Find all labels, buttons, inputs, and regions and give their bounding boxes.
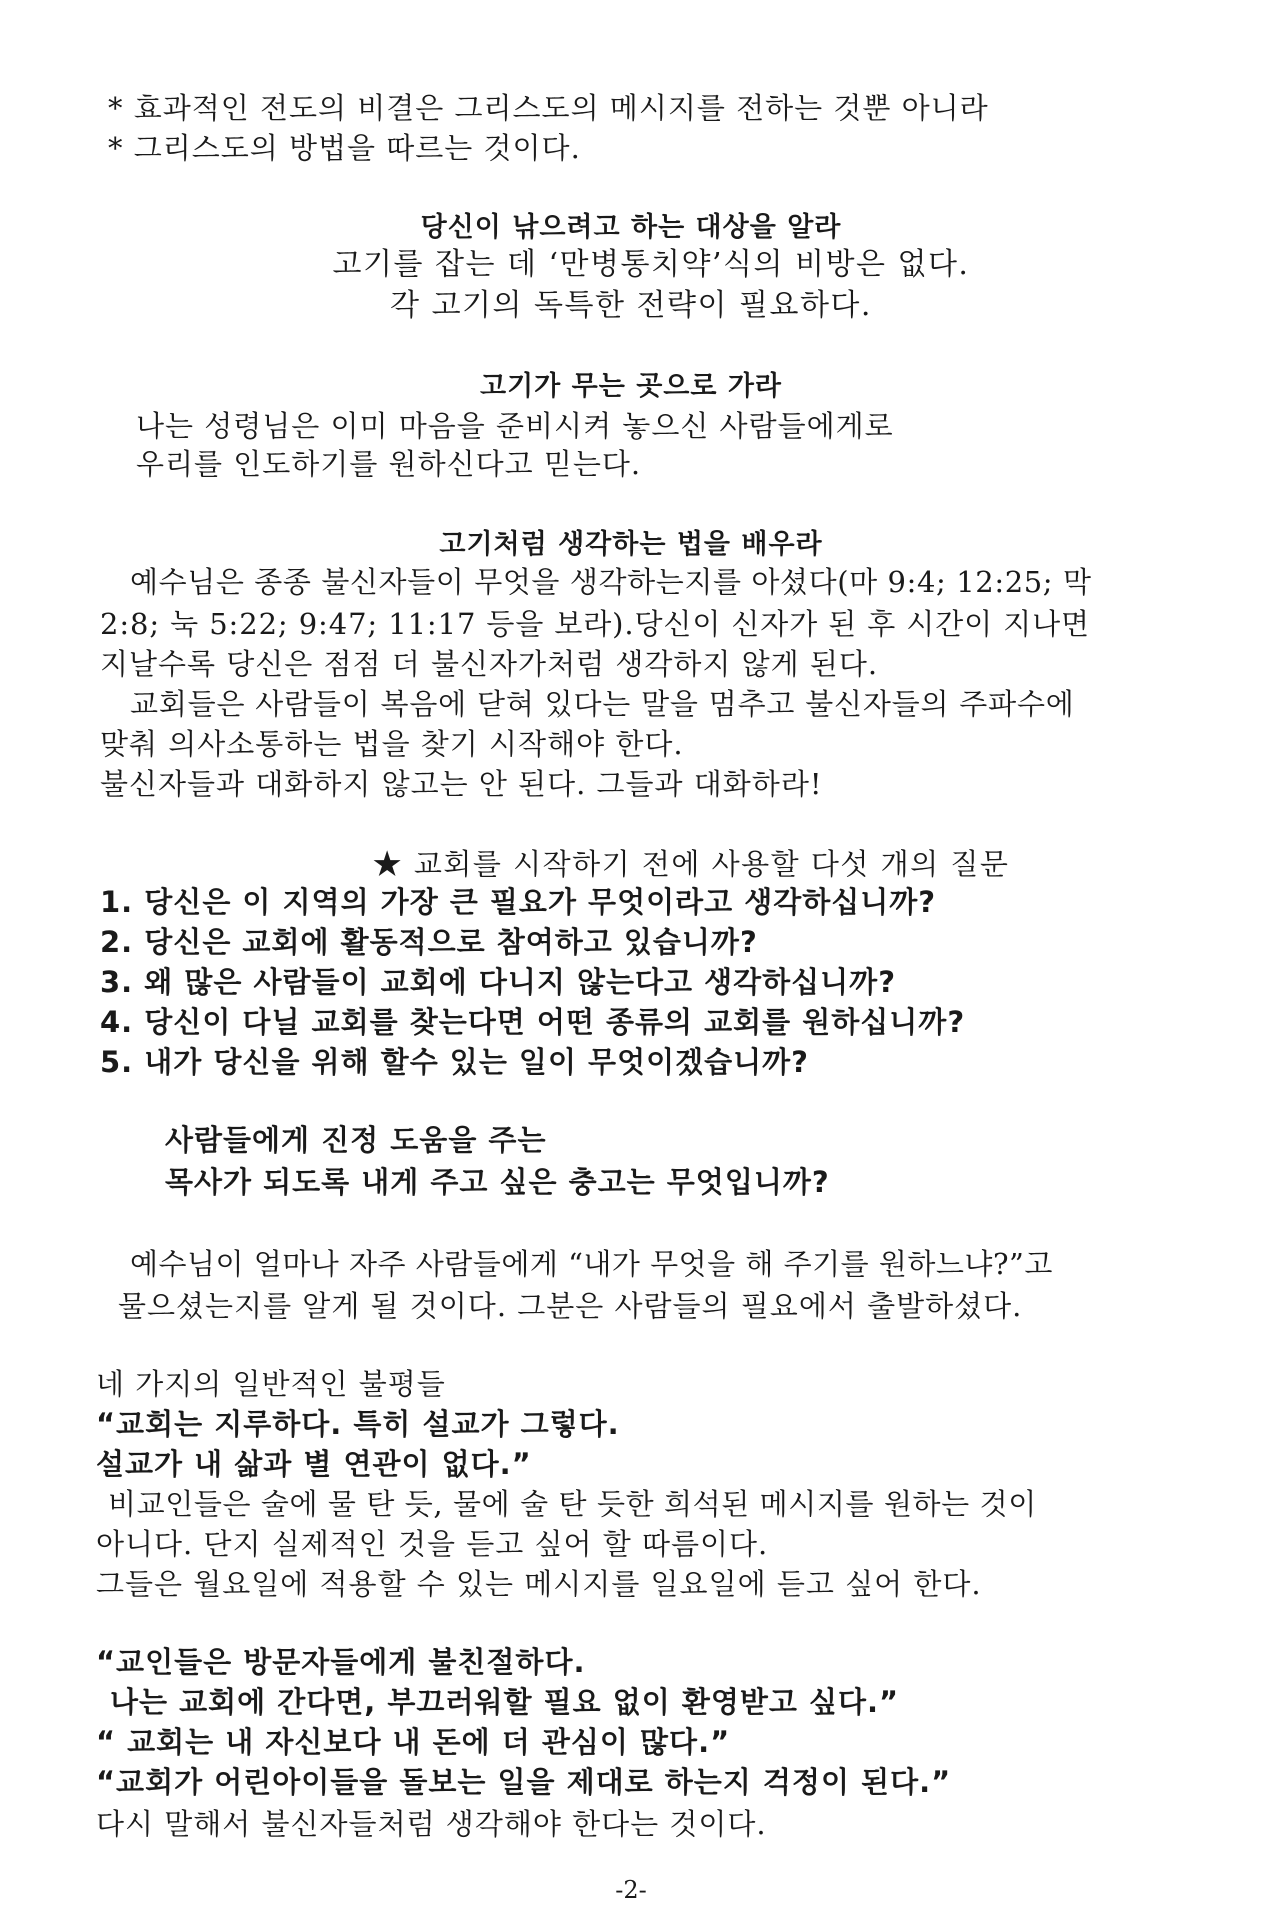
complaint-paragraph-line-3: 그들은 월요일에 적용할 수 있는 메시지를 일요일에 듣고 싶어 한다. <box>96 1567 982 1601</box>
intro-line-2: * 그리스도의 방법을 따르는 것이다. <box>108 131 581 165</box>
complaint-quote-2b: 나는 교회에 간다면, 부끄러워할 필요 없이 환영받고 싶다.” <box>110 1685 900 1719</box>
question-item-3: 3. 왜 많은 사람들이 교회에 다니지 않는다고 생각하십니까? <box>100 965 897 999</box>
question-item-4: 4. 당신이 다닐 교회를 찾는다면 어떤 종류의 교회를 원하십니까? <box>100 1005 966 1039</box>
complaint-quote-3: “ 교회는 내 자신보다 내 돈에 더 관심이 많다.” <box>96 1725 731 1759</box>
complaint-paragraph-line-2: 아니다. 단지 실제적인 것을 듣고 싶어 할 따름이다. <box>96 1527 769 1561</box>
question-extra-line-2: 목사가 되도록 내게 주고 싶은 충고는 무엇입니까? <box>165 1165 830 1199</box>
complaints-conclusion: 다시 말해서 불신자들처럼 생각해야 한다는 것이다. <box>96 1807 767 1841</box>
section-heading-go-where-fish-bite: 고기가 무는 곳으로 가라 <box>479 371 783 402</box>
section2-line-2: 우리를 인도하기를 원하신다고 믿는다. <box>136 447 642 481</box>
section3-line-5: 맞춰 의사소통하는 법을 찾기 시작해야 한다. <box>100 727 684 761</box>
complaint-quote-1b: 설교가 내 삶과 별 연관이 없다.” <box>96 1447 532 1481</box>
page-number: -2- <box>615 1876 647 1904</box>
section-heading-think-like-fish: 고기처럼 생각하는 법을 배우라 <box>439 529 823 560</box>
section3-line-3: 지날수록 당신은 점점 더 불신자가처럼 생각하지 않게 된다. <box>100 647 879 681</box>
section3-line-6: 불신자들과 대화하지 않고는 안 된다. 그들과 대화하라! <box>100 767 823 801</box>
question-item-2: 2. 당신은 교회에 활동적으로 참여하고 있습니까? <box>100 925 758 959</box>
section1-line-2: 각 고기의 독특한 전략이 필요하다. <box>390 288 872 323</box>
section-heading-know-target: 당신이 낚으려고 하는 대상을 알라 <box>420 212 842 243</box>
question-item-1: 1. 당신은 이 지역의 가장 큰 필요가 무엇이라고 생각하십니까? <box>100 885 937 919</box>
complaint-quote-2a: “교인들은 방문자들에게 불친절하다. <box>96 1645 586 1679</box>
section3-line-1: 예수님은 종종 불신자들이 무엇을 생각하는지를 아셨다(마 9:4; 12:25; 막 <box>130 565 1092 599</box>
complaint-quote-1a: “교회는 지루하다. 특히 설교가 그렇다. <box>96 1407 620 1441</box>
section1-line-1: 고기를 잡는 데 ‘만병통치약’식의 비방은 없다. <box>332 247 970 282</box>
section2-line-1: 나는 성령님은 이미 마음을 준비시켜 놓으신 사람들에게로 <box>136 409 894 443</box>
question-extra-line-1: 사람들에게 진정 도움을 주는 <box>165 1123 547 1157</box>
jesus-paragraph-line-2: 물으셨는지를 알게 될 것이다. 그분은 사람들의 필요에서 출발하셨다. <box>118 1289 1023 1323</box>
complaint-paragraph-line-1: 비교인들은 술에 물 탄 듯, 물에 술 탄 듯한 희석된 메시지를 원하는 것이 <box>108 1487 1037 1521</box>
jesus-paragraph-line-1: 예수님이 얼마나 자주 사람들에게 “내가 무엇을 해 주기를 원하느냐?”고 <box>130 1247 1053 1281</box>
intro-line-1: * 효과적인 전도의 비결은 그리스도의 메시지를 전하는 것뿐 아니라 <box>108 91 989 125</box>
complaints-heading: 네 가지의 일반적인 불평들 <box>96 1367 446 1401</box>
section3-line-4: 교회들은 사람들이 복음에 닫혀 있다는 말을 멈추고 불신자들의 주파수에 <box>130 687 1075 721</box>
questions-heading: ★ 교회를 시작하기 전에 사용할 다섯 개의 질문 <box>372 847 1010 881</box>
complaint-quote-4: “교회가 어린아이들을 돌보는 일을 제대로 하는지 걱정이 된다.” <box>96 1765 952 1799</box>
question-item-5: 5. 내가 당신을 위해 할수 있는 일이 무엇이겠습니까? <box>100 1045 809 1079</box>
section3-line-2: 2:8; 눅 5:22; 9:47; 11:17 등을 보라).당신이 신자가 된 후 시간이 지나면 <box>100 607 1090 641</box>
